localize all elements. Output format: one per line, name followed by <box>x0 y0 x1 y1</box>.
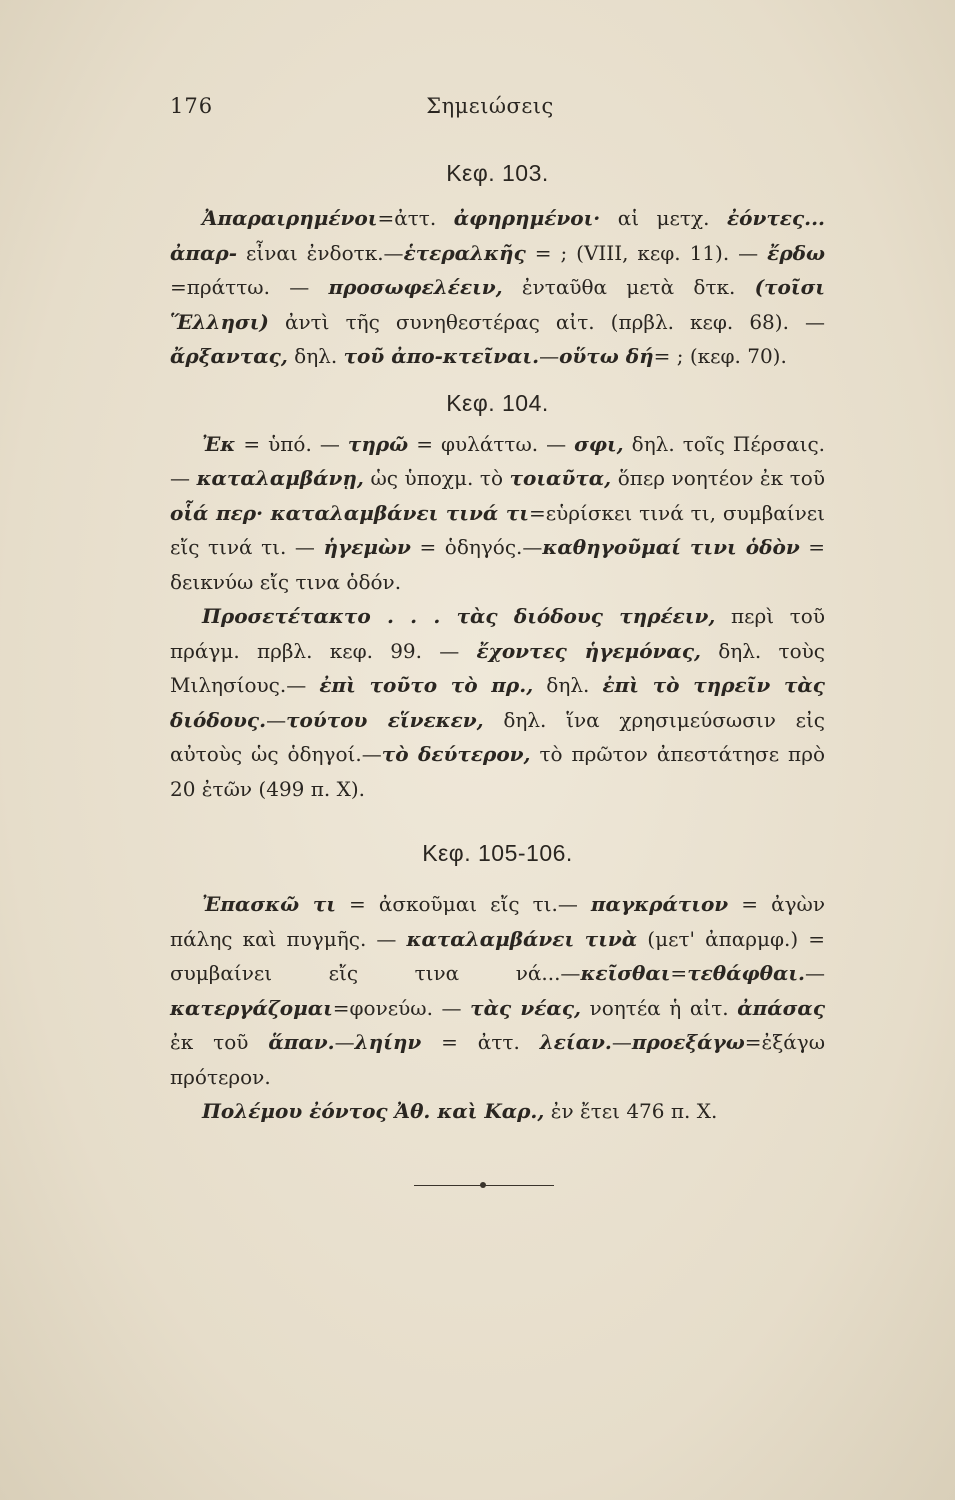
note-term: Προσετέτακτο . . . τὰς διόδους τηρέειν, <box>202 604 716 628</box>
note-text: — <box>805 961 825 985</box>
note-paragraph-103 <box>170 201 825 374</box>
note-text: περὶ τοῦ πράγμ. πρβλ. κεφ. 99. — <box>170 604 826 663</box>
note-term: κατεργάζομαι <box>170 995 333 1020</box>
note-term: λείαν. <box>539 1030 612 1054</box>
note-text: = δεικνύω εἴς τινα ὁδόν. <box>170 535 826 594</box>
note-term: ἑτεραλκῆς <box>403 240 526 265</box>
note-text: δηλ. τοῖς Πέρσαις. — <box>170 431 826 490</box>
note-term: ἐπὶ τὸ τηρεῖν τὰς διόδους. <box>170 673 825 732</box>
note-term: ἔρδω <box>767 240 825 265</box>
note-term: ἀπάσας <box>737 995 825 1020</box>
note-term: σφι, <box>574 431 624 456</box>
note-text: =ἀττ. <box>377 206 454 230</box>
note-term: ἔχοντες ἡγεμόνας, <box>476 638 701 663</box>
note-text: = ἀττ. <box>421 1030 540 1054</box>
note-text: = ἀσκοῦμαι εἴς τι.— <box>335 892 591 916</box>
page-header <box>170 94 810 130</box>
note-term: Πολέμου ἐόντος Ἀθ. καὶ Καρ., <box>202 1099 545 1123</box>
note-term: Ἐπασκῶ τι <box>202 892 336 916</box>
note-text: ἀντὶ τῆς συνηθεστέρας αἰτ. (πρβλ. κεφ. 68). — <box>268 309 825 334</box>
note-text: — <box>334 1030 355 1054</box>
note-text: ἐκ τοῦ <box>170 1030 269 1054</box>
note-text: (μετ' ἀπαρμφ.) = συμβαίνει εἴς τινα νά...— <box>170 926 825 985</box>
note-term: (τοῖσι Ἕλλησι) <box>170 275 825 334</box>
note-term: ἄρξαντας, <box>170 344 288 368</box>
chapter-heading-104: Κεφ. 104. <box>446 389 549 416</box>
note-term: ἐόντες... ἀπαρ- <box>170 206 826 265</box>
note-text: δηλ. τοὺς Μιλησίους.— <box>170 638 825 697</box>
note-text: ἐν ἔτει 476 π. Χ. <box>544 1099 718 1123</box>
note-term: τὸ δεύτερον, <box>381 742 531 766</box>
note-text: = ὑπό. — <box>235 431 348 456</box>
note-text: — <box>266 707 287 732</box>
note-text: αἱ μετχ. <box>600 206 727 230</box>
note-text: ἐνταῦθα μετὰ δτκ. <box>502 275 755 299</box>
note-term: κεῖσθαι <box>580 961 671 985</box>
note-term: καθηγοῦμαί τινι ὁδὸν <box>542 535 800 559</box>
note-text: — <box>539 344 560 368</box>
note-term: Ἐκ <box>202 431 236 456</box>
note-term: παγκράτιον <box>590 892 729 916</box>
note-term: καταλαμβάνει τινὰ <box>406 926 638 951</box>
note-term: προεξάγω <box>631 1030 745 1054</box>
note-text: =εὑρίσκει τινά τι, συμβαίνει εἴς τινά τι. — <box>170 500 825 559</box>
running-title: Σημειώσεις <box>426 94 554 118</box>
note-term: ἡγεμὼν <box>323 535 411 559</box>
note-term: ἐπὶ τοῦτο τὸ πρ., <box>319 673 534 697</box>
note-paragraph-104-a <box>170 427 825 600</box>
note-text: =φονεύω. — <box>332 995 471 1020</box>
note-term: τὰς νέας, <box>470 995 581 1020</box>
note-text: δηλ. <box>287 344 344 368</box>
note-term: προσωφελέειν, <box>328 275 503 299</box>
note-term: Ἀπαραιρημένοι <box>202 206 378 230</box>
note-paragraph-105 <box>170 887 825 1094</box>
note-text: τὸ πρῶτον ἀπεστάτησε πρὸ 20 ἐτῶν (499 π. Χ). <box>170 742 826 801</box>
note-term: ληίην <box>354 1030 422 1054</box>
page-number: 176 <box>170 94 214 118</box>
note-term: ἀφηρημένοι· <box>453 206 601 230</box>
note-text: δηλ. <box>533 673 603 697</box>
note-text: = ; (VIII, κεφ. 11). — <box>525 240 768 265</box>
note-text: ὡς ὑποχμ. τὸ <box>363 466 510 490</box>
section-ornament <box>414 1180 554 1190</box>
chapter-heading-103: Κεφ. 103. <box>446 160 549 186</box>
note-term: τεθάφθαι. <box>687 961 805 985</box>
note-term: καταλαμβάνῃ, <box>196 466 364 490</box>
note-text: νοητέα ἡ αἰτ. <box>580 995 738 1020</box>
note-term: τοιαῦτα, <box>509 466 612 490</box>
note-term: τηρῶ <box>347 431 409 456</box>
note-text: δηλ. ἵνα χρησιμεύσωσιν εἰς αὐτοὺς ὡς ὁδηγοί.— <box>170 707 825 766</box>
closing-note <box>170 1094 825 1129</box>
note-term: ἅπαν. <box>268 1030 335 1054</box>
note-text: — <box>611 1030 632 1054</box>
note-text: εἶναι ἐνδοτκ.— <box>237 240 404 265</box>
note-term: οὕτω δή <box>559 344 654 368</box>
note-text: =πράττω. — <box>170 275 329 299</box>
note-text: = φυλάττω. — <box>408 431 575 456</box>
ornament-dot <box>480 1182 486 1188</box>
notes-body <box>170 160 825 1129</box>
note-text: = ἀγὼν πάλης καὶ πυγμῆς. — <box>170 892 825 951</box>
note-text: ὅπερ νοητέον ἐκ τοῦ <box>611 466 825 490</box>
note-term: οἷά περ· καταλαμβάνει τινά τι <box>170 500 529 525</box>
note-term: τοῦ ἀπο-κτεῖναι. <box>343 344 540 368</box>
note-text: = ; (κεφ. 70). <box>653 344 787 368</box>
note-text: = <box>670 961 688 985</box>
note-text: =ἐξάγω πρότερον. <box>170 1030 826 1089</box>
note-term: τούτου εἵνεκεν, <box>286 707 484 732</box>
chapter-heading-105-106: Κεφ. 105-106. <box>422 840 573 866</box>
note-text: = ὁδηγός.— <box>410 535 543 559</box>
note-paragraph-104-b <box>170 599 825 806</box>
